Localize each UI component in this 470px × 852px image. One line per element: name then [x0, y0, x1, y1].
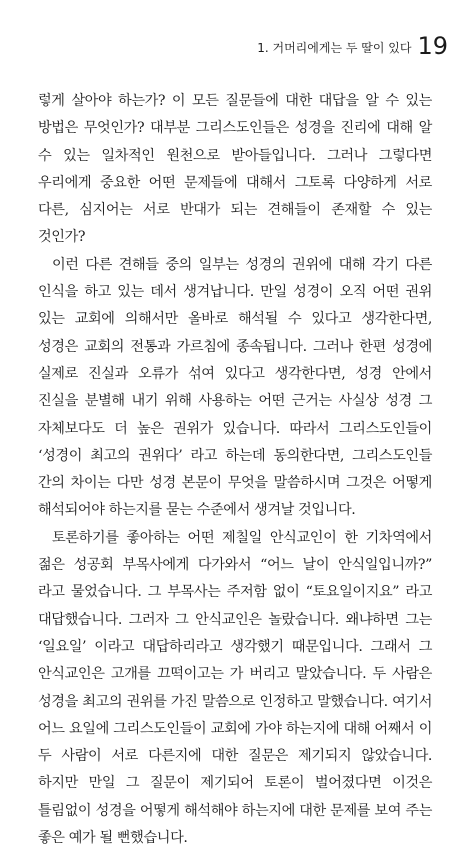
paragraph-sabbath-story: 토론하기를 좋아하는 어떤 제칠일 안식교인이 한 기차역에서 젊은 성공회 부목사에게 다가와서 “어느 날이 안식일입니까?” 라고 물었습니다. 그 부목사는 주저함 없이 “토요일이지요” 라고 대답했습니다. 그러자 그 안식교인은 놀랐습니다. 왜냐하면 그는 ‘일요일’ 이라고 대답하리라고 생각했기 때문입니다. 그래서 그 안식교인은 고개를 끄떡이고는 가 버리고 말았습니다. 두 사람은 성경을 최고의 권위를 가진 말씀으로 인정하고 말했습니다. 여기서 어느 요일에 그리스도인들이 교회에 가야 하는지에 대해 어째서 이 두 사람이 서로 다른지에 대한 질문은 제기되지 않았습니다. 하지만 만일 그 질문이 제기되어 토론이 벌어졌다면 이것은 틀림없이 성경을 어떻게 해석해야 하는지에 대한 문제를 보여 주는 좋은 예가 될 뻔했습니다.: [38, 529, 432, 847]
paragraph-continued: 렇게 살아야 하는가? 이 모든 질문들에 대한 대답을 알 수 있는 방법은 무엇인가? 대부분 그리스도인들은 성경을 진리에 대해 알 수 있는 일차적인 원천으로 받아들입니다. 그러나 그렇다면 우리에게 중요한 어떤 문제들에 대해서 그토록 다양하게 서로 다른, 심지어는 서로 반대가 되는 견해들이 존재할 수 있는 것인가?: [38, 93, 432, 246]
paragraph-authority: 이런 다른 견해들 중의 일부는 성경의 권위에 대해 각기 다른 인식을 하고 있는 데서 생겨납니다. 만일 성경이 오직 어떤 권위 있는 교회에 의해서만 올바로 해석될 수 있다고 생각한다면, 성경은 교회의 전통과 가르침에 종속됩니다. 그러나 한편 성경에 실제로 진실과 오류가 섞여 있다고 생각한다면, 성경 안에서 진실을 분별해 내기 위해 사용하는 어떤 근거는 사실상 성경 그 자체보다도 더 높은 권위가 있습니다. 따라서 그리스도인들이 ‘성경이 최고의 권위다’ 라고 하는데 동의한다면, 그리스도인들 간의 차이는 다만 성경 본문이 무엇을 말씀하시며 그것은 어떻게 해석되어야 하는지를 묻는 수준에서 생겨날 것입니다.: [38, 256, 432, 519]
page-header: [257, 34, 448, 58]
body-text: [38, 88, 432, 852]
running-head: 1. 거머리에게는 두 딸이 있다: [257, 41, 412, 55]
page-number: 19: [417, 32, 448, 60]
